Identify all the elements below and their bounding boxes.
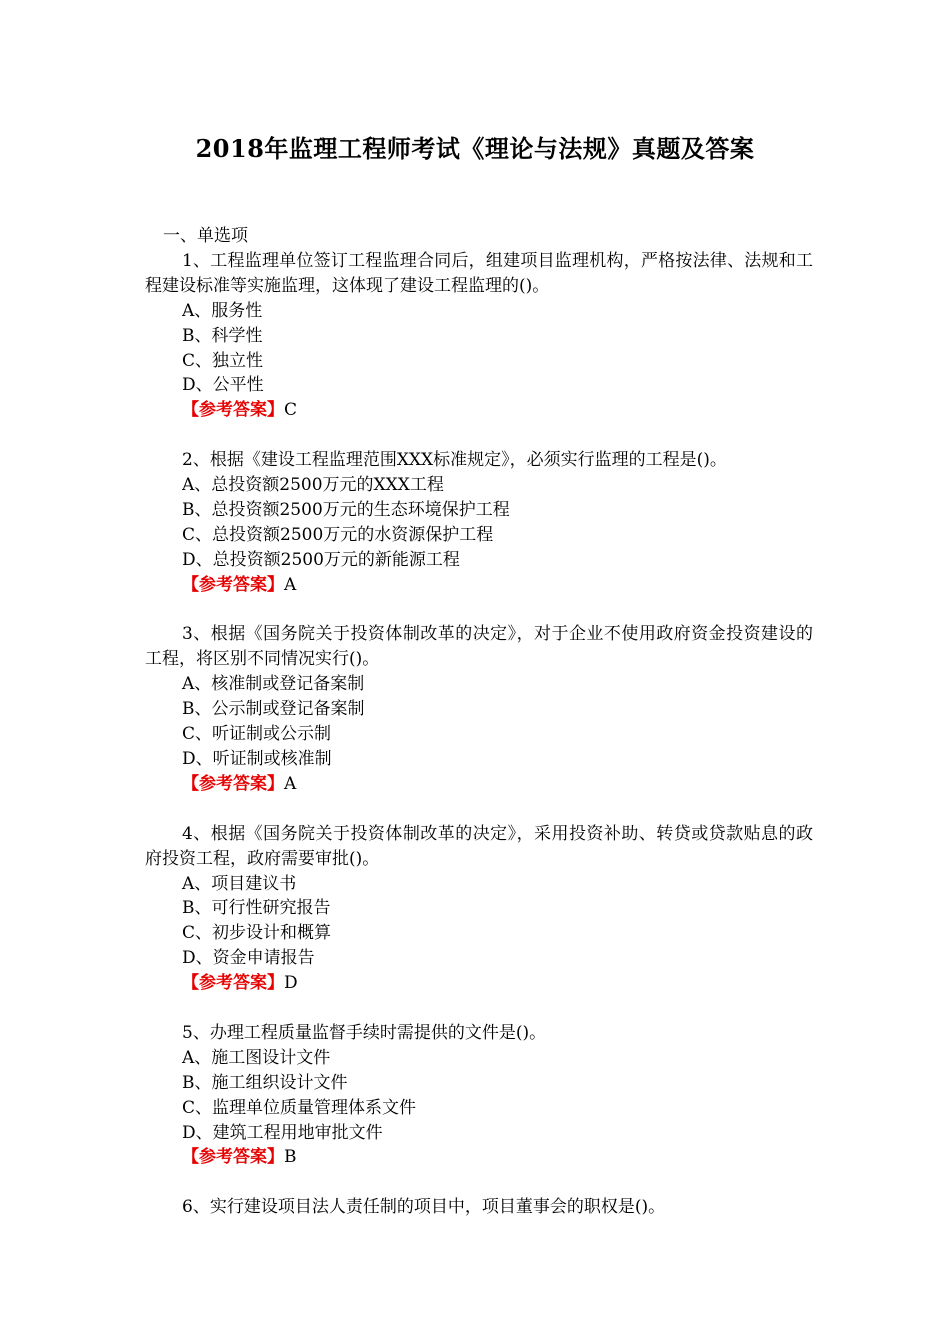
question-stem: 3、根据《国务院关于投资体制改革的决定》，对于企业不使用政府资金投资建设的工程，将区别不同情况实行()。 xyxy=(145,624,813,670)
answer-value: C xyxy=(284,400,298,421)
option-d: D、建筑工程用地审批文件 xyxy=(182,1122,383,1143)
question-1 xyxy=(145,249,813,423)
answer-value: B xyxy=(284,1147,297,1168)
document-body xyxy=(145,224,813,1220)
option-d: D、资金申请报告 xyxy=(182,948,315,969)
question-stem: 2、根据《建设工程监理范围XXX标准规定》，必须实行监理的工程是()。 xyxy=(182,450,727,471)
option-c: C、监理单位质量管理体系文件 xyxy=(182,1097,417,1118)
option-d: D、公平性 xyxy=(182,375,264,396)
question-stem: 5、办理工程质量监督手续时需提供的文件是()。 xyxy=(182,1022,547,1043)
option-b: B、施工组织设计文件 xyxy=(182,1072,348,1093)
answer-value: D xyxy=(284,973,298,994)
question-4 xyxy=(145,822,813,996)
question-5 xyxy=(145,1021,813,1170)
section-heading: 一、单选项 xyxy=(163,226,248,246)
answer-line xyxy=(145,971,813,996)
answer-label: 【参考答案】 xyxy=(182,973,284,994)
option-a: A、服务性 xyxy=(182,300,263,321)
answer-label: 【参考答案】 xyxy=(182,1147,284,1168)
question-stem: 4、根据《国务院关于投资体制改革的决定》，采用投资补助、转贷或贷款贴息的政府投资工程，政府需要审批()。 xyxy=(145,823,813,869)
answer-value: A xyxy=(284,574,297,595)
option-d: D、总投资额2500万元的新能源工程 xyxy=(182,549,460,570)
option-a: A、项目建议书 xyxy=(182,873,297,894)
option-a: A、施工图设计文件 xyxy=(182,1047,331,1068)
option-a: A、总投资额2500万元的XXX工程 xyxy=(182,475,444,496)
answer-line xyxy=(145,398,813,423)
question-stem: 1、工程监理单位签订工程监理合同后，组建项目监理机构，严格按法律、法规和工程建设标准等实施监理，这体现了建设工程监理的()。 xyxy=(145,250,813,296)
question-6 xyxy=(145,1195,813,1220)
answer-line xyxy=(145,1145,813,1170)
option-b: B、可行性研究报告 xyxy=(182,898,331,919)
question-3 xyxy=(145,622,813,796)
answer-label: 【参考答案】 xyxy=(182,400,284,421)
option-c: C、初步设计和概算 xyxy=(182,923,332,944)
question-2 xyxy=(145,448,813,597)
document-title: 2018年监理工程师考试《理论与法规》真题及答案 xyxy=(195,134,755,163)
option-d: D、听证制或核准制 xyxy=(182,749,332,769)
option-b: B、科学性 xyxy=(182,325,263,346)
option-b: B、总投资额2500万元的生态环境保护工程 xyxy=(182,499,510,520)
answer-value: A xyxy=(284,773,297,794)
option-a: A、核准制或登记备案制 xyxy=(182,674,365,695)
answer-label: 【参考答案】 xyxy=(182,574,284,595)
option-c: C、总投资额2500万元的水资源保护工程 xyxy=(182,524,494,545)
answer-label: 【参考答案】 xyxy=(182,773,284,794)
answer-line xyxy=(145,573,813,598)
option-c: C、独立性 xyxy=(182,350,264,371)
answer-line xyxy=(145,772,813,797)
option-b: B、公示制或登记备案制 xyxy=(182,699,365,720)
option-c: C、听证制或公示制 xyxy=(182,724,332,745)
question-stem: 6、实行建设项目法人责任制的项目中，项目董事会的职权是()。 xyxy=(182,1197,666,1218)
